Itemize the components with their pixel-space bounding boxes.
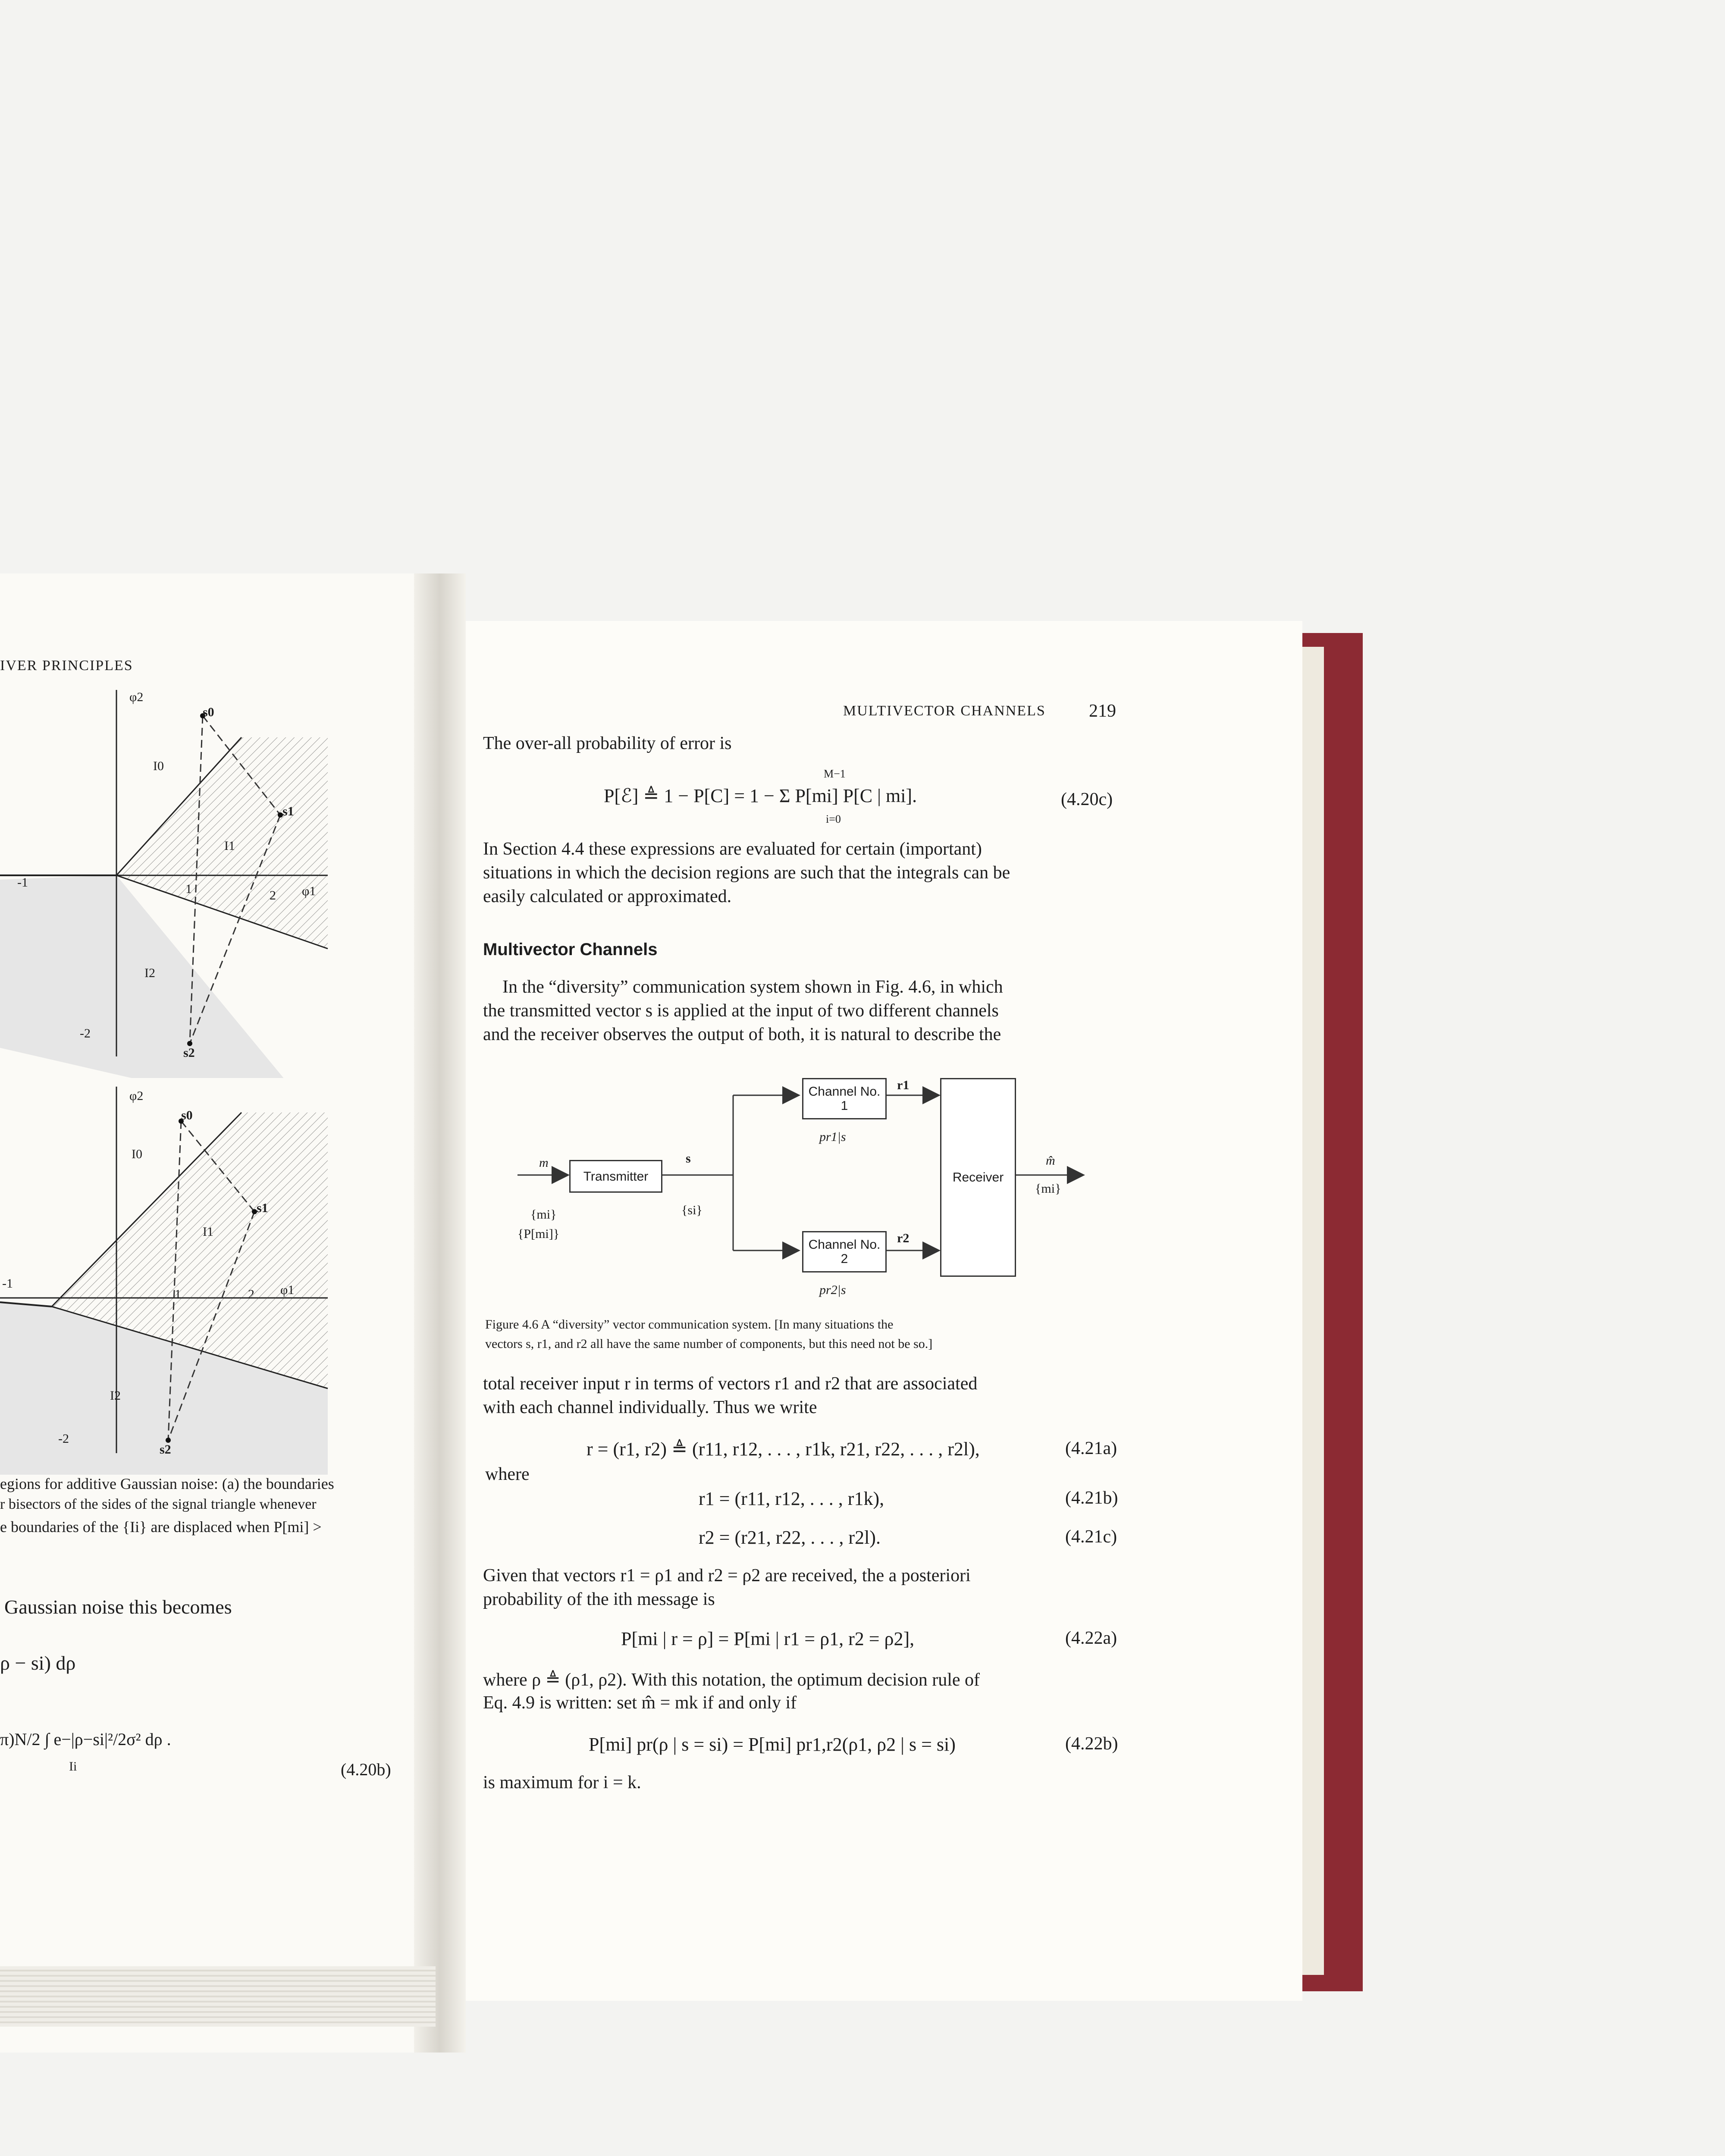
mi-set-label: {mi} <box>530 1207 557 1222</box>
decision-region-plot-a <box>0 690 336 1078</box>
sum-lower-limit: i=0 <box>826 813 841 825</box>
equation-4-21c-number: (4.21c) <box>1065 1527 1117 1547</box>
s-label: s <box>686 1151 691 1166</box>
plot-a-i1-label: I1 <box>224 839 235 853</box>
paragraph-3-line: In the “diversity” communication system shown in Fig. 4.6, in which <box>502 977 1003 997</box>
equation-4-22b-number: (4.22b) <box>1065 1734 1118 1754</box>
plot-b-s2-label: s2 <box>160 1442 171 1457</box>
left-equation-2-subscript: Ii <box>69 1759 77 1774</box>
paragraph-3-line: the transmitted vector s is applied at the input of two different channels <box>483 1001 999 1021</box>
paragraph-5-line: probability of the ith message is <box>483 1589 715 1609</box>
paragraph-5-line: Given that vectors r1 = ρ1 and r2 = ρ2 are received, the a posteriori <box>483 1566 971 1586</box>
plot-a-s0-label: s0 <box>203 705 214 719</box>
plot-b-i1-label: I1 <box>203 1225 213 1239</box>
decision-region-plot-b <box>0 1087 336 1475</box>
paragraph-2-line: easily calculated or approximated. <box>483 887 732 906</box>
paragraph-2-line: In Section 4.4 these expressions are evaluated for certain (important) <box>483 839 982 859</box>
plot-a-tick-neg1: -1 <box>17 875 28 890</box>
plot-a-tick-neg2: -2 <box>80 1026 91 1040</box>
receiver-block: Receiver <box>940 1078 1016 1277</box>
plot-b-tick-2: 2 <box>248 1287 254 1301</box>
mhat-label: m̂ <box>1046 1153 1055 1168</box>
pr2-label: pr2|s <box>819 1283 846 1297</box>
equation-4-22a: P[mi | r = ρ] = P[mi | r1 = ρ1, r2 = ρ2], <box>621 1628 915 1649</box>
paragraph-3-line: and the receiver observes the output of both, it is natural to describe the <box>483 1025 1001 1044</box>
equation-4-20c: P[ℰ] ≜ 1 − P[C] = 1 − Σ P[mi] P[C | mi]. <box>604 785 917 806</box>
right-running-head: MULTIVECTOR CHANNELS <box>843 703 1046 719</box>
plot-a-s2-label: s2 <box>183 1046 195 1060</box>
paragraph-7: is maximum for i = k. <box>483 1773 641 1792</box>
plot-a-phi1-label: φ1 <box>302 884 316 898</box>
paragraph-6-line: Eq. 4.9 is written: set m̂ = mk if and only if <box>483 1693 797 1713</box>
left-text-line: Gaussian noise this becomes <box>4 1596 232 1618</box>
equation-4-21a-number: (4.21a) <box>1065 1438 1117 1458</box>
sum-upper-limit: M−1 <box>824 768 846 780</box>
plot-a-i0-label: I0 <box>153 759 164 773</box>
paragraph-1: The over-all probability of error is <box>483 733 732 753</box>
left-caption-line: r bisectors of the sides of the signal triangle whenever <box>0 1496 317 1512</box>
left-equation-2: π)N/2 ∫ e−|ρ−si|²/2σ² dρ . <box>0 1730 171 1749</box>
input-m-label: m <box>539 1156 549 1170</box>
where-label: where <box>485 1464 530 1484</box>
figure-caption-line: vectors s, r1, and r2 all have the same number of components, but this need not be so.] <box>485 1337 933 1351</box>
left-caption-line: e boundaries of the {Ii} are displaced when P[mi] > <box>0 1518 322 1536</box>
plot-a-s1-label: s1 <box>282 804 294 818</box>
paragraph-4-line: with each channel individually. Thus we write <box>483 1398 817 1417</box>
plot-a-i2-label: I2 <box>144 966 155 980</box>
equation-4-22b: P[mi] pr(ρ | s = si) = P[mi] pr1,r2(ρ1, ρ2 | s = si) <box>589 1734 956 1755</box>
left-page-edges <box>0 1966 436 2027</box>
left-running-head: IVER PRINCIPLES <box>0 658 133 674</box>
paragraph-4-line: total receiver input r in terms of vectors r1 and r2 that are associated <box>483 1374 978 1394</box>
plot-b-s1-label: s1 <box>257 1201 268 1215</box>
paragraph-2-line: situations in which the decision regions are such that the integrals can be <box>483 863 1010 883</box>
plot-b-tick-neg1: -1 <box>2 1276 13 1291</box>
book-gutter <box>414 573 466 2053</box>
plot-b-phi2-label: φ2 <box>129 1089 144 1103</box>
plot-a-phi2-label: φ2 <box>129 690 144 704</box>
si-set-label: {si} <box>681 1203 703 1217</box>
plot-b-i2-label: I2 <box>110 1388 121 1403</box>
equation-4-21c: r2 = (r21, r22, . . . , r2l). <box>699 1527 881 1548</box>
plot-a-tick-2: 2 <box>270 888 276 903</box>
pmi-set-label: {P[mi]} <box>518 1227 560 1241</box>
left-equation-1: ρ − si) dρ <box>0 1652 76 1674</box>
plot-b-tick-1: 1 <box>175 1287 181 1301</box>
r2-label: r2 <box>897 1231 910 1245</box>
r1-label: r1 <box>897 1078 910 1092</box>
equation-4-20c-number: (4.20c) <box>1061 790 1113 809</box>
channel-1-block: Channel No. 1 <box>802 1078 887 1119</box>
mi-output-label: {mi} <box>1035 1181 1061 1196</box>
plot-b-i0-label: I0 <box>132 1147 142 1161</box>
plot-a-tick-1: 1 <box>185 882 192 896</box>
left-caption-line: egions for additive Gaussian noise: (a) the boundaries <box>0 1475 334 1492</box>
pr1-label: pr1|s <box>819 1130 846 1144</box>
page-number: 219 <box>1089 701 1116 721</box>
right-page <box>436 621 1302 2001</box>
plot-b-s0-label: s0 <box>181 1108 193 1122</box>
channel-2-block: Channel No. 2 <box>802 1231 887 1272</box>
section-heading: Multivector Channels <box>483 940 658 959</box>
equation-4-21a: r = (r1, r2) ≜ (r11, r12, . . . , r1k, r21, r22, . . . , r2l), <box>586 1438 980 1460</box>
equation-4-21b-number: (4.21b) <box>1065 1488 1118 1508</box>
transmitter-block: Transmitter <box>569 1160 662 1193</box>
figure-caption-line: Figure 4.6 A “diversity” vector communication system. [In many situations the <box>485 1317 894 1332</box>
left-equation-2-number: (4.20b) <box>341 1760 391 1779</box>
equation-4-21b: r1 = (r11, r12, . . . , r1k), <box>699 1488 884 1509</box>
paragraph-6-line: where ρ ≜ (ρ1, ρ2). With this notation, the optimum decision rule of <box>483 1670 980 1690</box>
equation-4-22a-number: (4.22a) <box>1065 1628 1117 1648</box>
plot-b-phi1-label: φ1 <box>280 1283 295 1297</box>
plot-b-tick-neg2: -2 <box>58 1432 69 1446</box>
